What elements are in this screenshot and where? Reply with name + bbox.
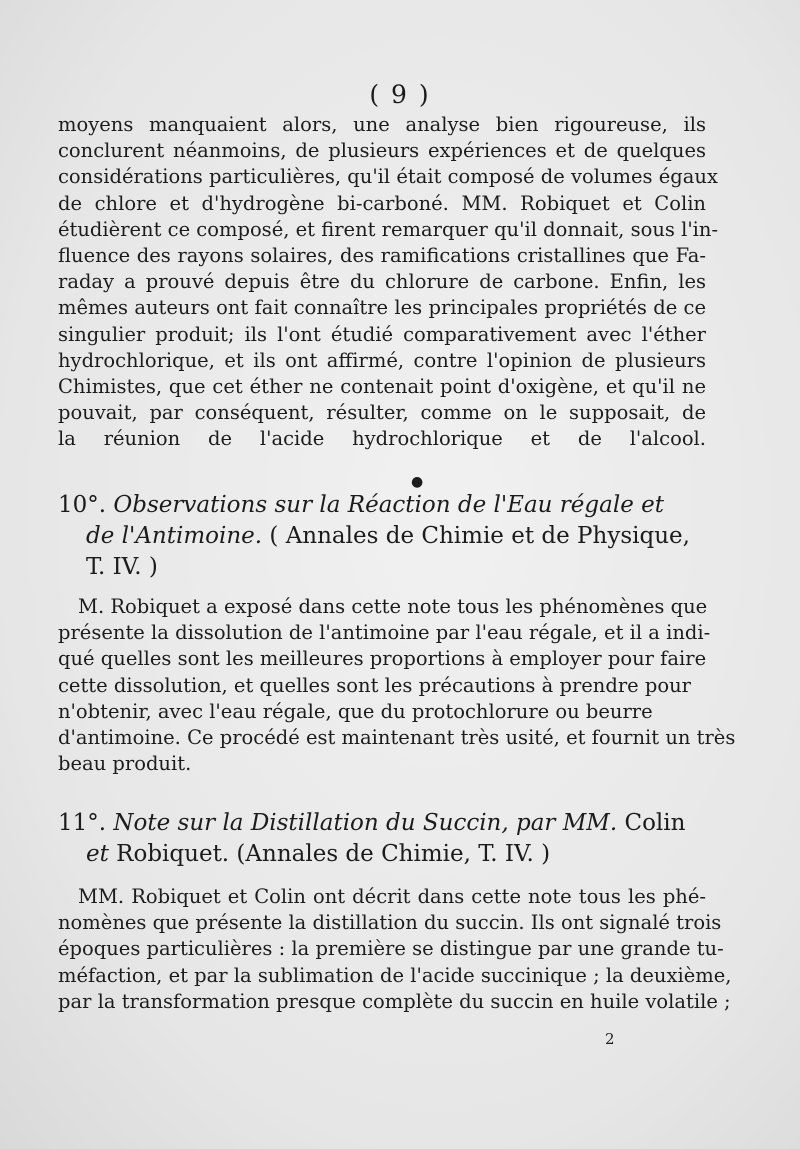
section-title: Observations sur la Réaction de l'Eau régale et <box>113 492 664 518</box>
text-line: qué quelles sont les meilleures proportions à employer pour faire <box>58 647 707 671</box>
section-title-cont: et <box>86 841 109 867</box>
section-title-cont: de l'Antimoine. <box>86 523 263 549</box>
section-author: Colin <box>624 810 686 836</box>
text-line: beau produit. <box>58 752 192 776</box>
text-line: considérations particulières, qu'il était composé de volumes égaux <box>58 165 718 189</box>
ornament-dot: ● <box>411 474 424 490</box>
section-10-heading <box>58 490 706 583</box>
text-line: conclurent néanmoins, de plusieurs expériences et de quelques <box>58 139 706 163</box>
section-number: 10°. <box>58 492 107 518</box>
text-line: raday a prouvé depuis être du chlorure de carbone. Enfin, les <box>58 270 706 294</box>
text-line: la réunion de l'acide hydrochlorique et de l'alcool. <box>58 427 706 451</box>
text-line: de chlore et d'hydrogène bi-carboné. MM. Robiquet et Colin <box>58 191 706 215</box>
section-11-heading <box>58 808 706 870</box>
text-line: Chimistes, que cet éther ne contenait point d'oxigène, et qu'il ne <box>58 375 706 399</box>
text-line: d'antimoine. Ce procédé est maintenant très usité, et fournit un très <box>58 726 736 750</box>
text-line: n'obtenir, avec l'eau régale, que du protochlorure ou beurre <box>58 699 653 723</box>
section-source: Robiquet. (Annales de Chimie, T. IV. ) <box>116 841 551 867</box>
text-line: nomènes que présente la distillation du succin. Ils ont signalé trois <box>58 911 722 935</box>
text-line: singulier produit; ils l'ont étudié comparativement avec l'éther <box>58 322 706 346</box>
text-line: hydrochlorique, et ils ont affirmé, contre l'opinion de plusieurs <box>58 348 706 372</box>
section-11-body <box>58 884 732 1015</box>
text-line: par la transformation presque complète du succin en huile volatile ; <box>58 989 731 1013</box>
section-number: 11°. <box>58 810 107 836</box>
text-line: moyens manquaient alors, une analyse bien rigoureuse, ils <box>58 113 706 136</box>
text-line: présente la dissolution de l'antimoine par l'eau régale, et il a indi- <box>58 621 711 645</box>
text-line: étudièrent ce composé, et firent remarquer qu'il donnait, sous l'in- <box>58 217 719 241</box>
section-source: ( Annales de Chimie et de Physique, <box>269 523 690 549</box>
page-number: ( 9 ) <box>369 80 431 109</box>
signature-mark: 2 <box>605 1030 615 1048</box>
text-line: méfaction, et par la sublimation de l'acide succinique ; la deuxième, <box>58 963 732 987</box>
section-title: Note sur la Distillation du Succin, par MM. <box>113 810 618 836</box>
text-line: pouvait, par conséquent, résulter, comme on le supposait, de <box>58 401 706 425</box>
text-line: MM. Robiquet et Colin ont décrit dans cette note tous les phé- <box>78 885 706 908</box>
section-source-cont: T. IV. ) <box>86 554 158 580</box>
text-line: époques particulières : la première se distingue par une grande tu- <box>58 937 724 961</box>
text-line: M. Robiquet a exposé dans cette note tous les phénomènes que <box>78 595 708 618</box>
text-line: cette dissolution, et quelles sont les précautions à prendre pour <box>58 673 692 697</box>
intro-paragraph <box>58 112 719 453</box>
section-10-body <box>58 594 736 777</box>
text-line: fluence des rayons solaires, des ramifications cristallines que Fa- <box>58 244 706 268</box>
text-line: mêmes auteurs ont fait connaître les principales propriétés de ce <box>58 296 706 320</box>
